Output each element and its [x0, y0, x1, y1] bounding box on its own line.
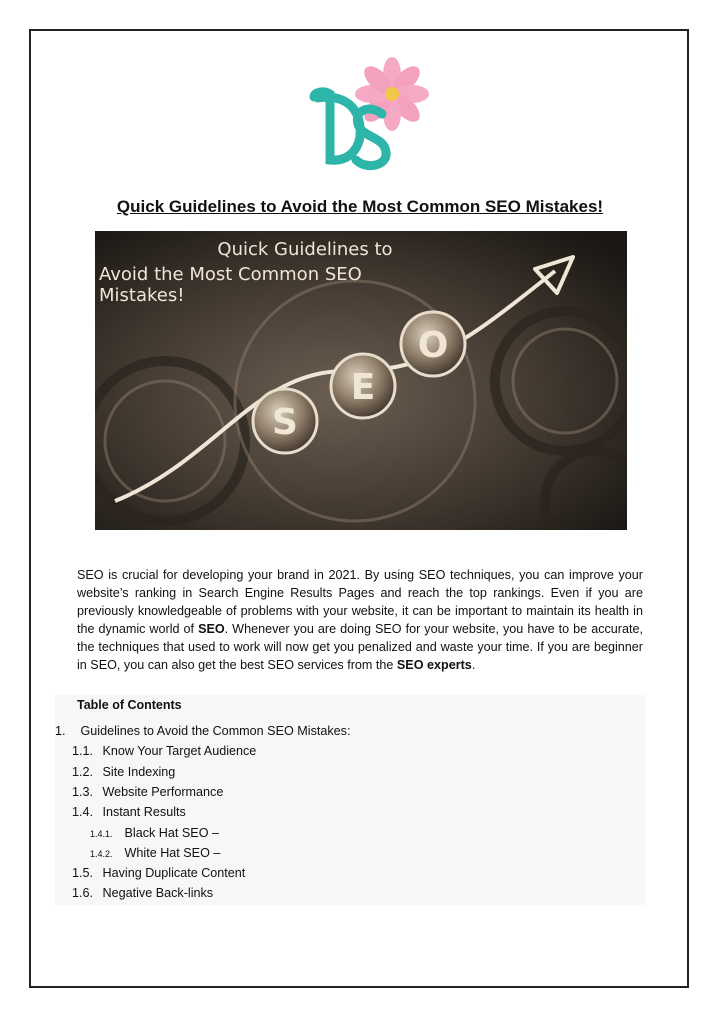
ds-logo — [300, 52, 430, 177]
hero-image — [95, 231, 627, 530]
badge-o: O — [417, 325, 449, 366]
toc-item-label: Guidelines to Avoid the Common SEO Mistakes: — [80, 724, 351, 738]
toc-item-label: Know Your Target Audience — [102, 744, 257, 758]
toc-item[interactable] — [72, 886, 213, 900]
toc-item-number: 1.4. — [72, 805, 94, 819]
toc-item-label: Website Performance — [102, 785, 224, 799]
toc-item-number: 1.6. — [72, 886, 94, 900]
toc-item-number: 1.4.2. — [90, 849, 113, 859]
table-of-contents — [55, 695, 645, 905]
toc-item[interactable] — [90, 826, 219, 840]
toc-item-label: White Hat SEO – — [124, 846, 221, 860]
seo-keyword: SEO — [198, 622, 225, 636]
toc-item[interactable] — [72, 866, 245, 880]
toc-item[interactable] — [72, 744, 256, 758]
intro-text-3: . — [471, 658, 476, 672]
toc-item-number: 1.1. — [72, 744, 94, 758]
toc-item-number: 1. — [55, 724, 66, 738]
toc-item[interactable] — [55, 724, 350, 738]
intro-paragraph — [77, 566, 643, 674]
badge-e: E — [350, 367, 376, 408]
intro-text-2: . Whenever you are doing SEO for your website, you have to be accurate, the techniques that used to work will now get you penalized and waste your time. If you are beginner in SEO, you can also get the best SEO services from the — [77, 622, 643, 672]
toc-heading: Table of Contents — [77, 698, 182, 712]
toc-item-number: 1.4.1. — [90, 829, 113, 839]
toc-item-number: 1.5. — [72, 866, 94, 880]
hero-caption-line2: Avoid the Most Common SEO Mistakes! — [99, 264, 362, 306]
seo-experts-keyword: SEO experts — [396, 658, 472, 672]
toc-item[interactable] — [72, 765, 175, 779]
toc-item[interactable] — [72, 785, 223, 799]
page-title: Quick Guidelines to Avoid the Most Common SEO Mistakes! — [116, 197, 604, 216]
toc-item[interactable] — [72, 805, 186, 819]
toc-item-number: 1.3. — [72, 785, 94, 799]
toc-item-label: Having Duplicate Content — [102, 866, 246, 880]
toc-item-number: 1.2. — [72, 765, 94, 779]
toc-item[interactable] — [90, 846, 220, 860]
hero-caption-line1: Quick Guidelines to — [217, 239, 393, 260]
flower-logo-icon — [300, 52, 430, 177]
toc-item-label: Site Indexing — [102, 765, 176, 779]
toc-item-label: Black Hat SEO – — [124, 826, 219, 840]
toc-item-label: Instant Results — [102, 805, 186, 819]
badge-s: S — [272, 402, 298, 443]
toc-item-label: Negative Back-links — [102, 886, 214, 900]
intro-text-1: SEO is crucial for developing your brand in 2021. By using SEO techniques, you can improve your website’s ranking in Search Engine Results Pages and reach the top rankings. Even if you are previously knowledgeable of problems with your website, it can be important to maintain its health in the dynamic world of — [77, 568, 643, 636]
